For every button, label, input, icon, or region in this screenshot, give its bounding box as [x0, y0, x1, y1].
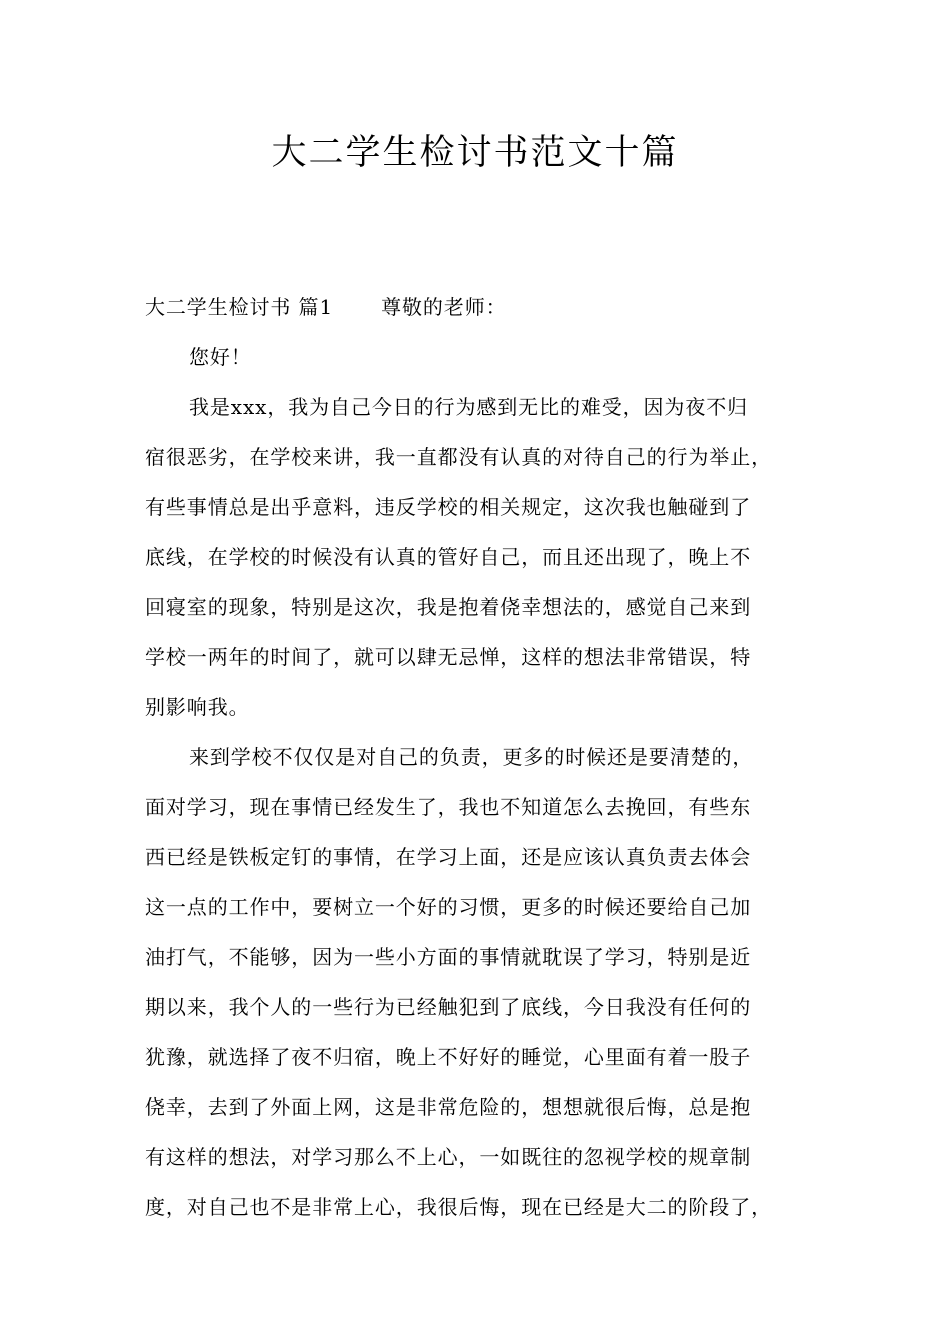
- paragraph-line: 这一点的工作中，要树立一个好的习惯，更多的时候还要给自己加: [145, 895, 752, 919]
- paragraph-line: 面对学习，现在事情已经发生了，我也不知道怎么去挽回，有些东: [145, 795, 752, 819]
- document-title: 大二学生检讨书范文十篇: [271, 133, 679, 173]
- greeting: 您好！: [189, 345, 252, 369]
- document-body: [145, 282, 825, 1232]
- paragraph-line: 度，对自己也不是非常上心，我很后悔，现在已经是大二的阶段了，: [145, 1195, 772, 1219]
- paragraph-1: [145, 382, 825, 732]
- paragraph-line: 别影响我。: [145, 695, 250, 719]
- paragraph-line: 来到学校不仅仅是对自己的负责，更多的时候还是要清楚的，: [189, 745, 754, 769]
- salutation: 尊敬的老师：: [381, 295, 507, 319]
- paragraph-2: [145, 732, 825, 1232]
- paragraph-line: 油打气，不能够，因为一些小方面的事情就耽误了学习，特别是近: [145, 945, 752, 969]
- section-heading: 大二学生检讨书 篇1: [145, 295, 334, 319]
- paragraph-line: 有些事情总是出乎意料，违反学校的相关规定，这次我也触碰到了: [145, 495, 752, 519]
- paragraph-line: 宿很恶劣，在学校来讲，我一直都没有认真的对待自己的行为举止，: [145, 445, 772, 469]
- paragraph-line: 底线，在学校的时候没有认真的管好自己，而且还出现了，晚上不: [145, 545, 752, 569]
- paragraph-line: 期以来，我个人的一些行为已经触犯到了底线，今日我没有任何的: [145, 995, 752, 1019]
- paragraph-line: 学校一两年的时间了，就可以肆无忌惮，这样的想法非常错误，特: [145, 645, 752, 669]
- paragraph-line: 侥幸，去到了外面上网，这是非常危险的，想想就很后悔，总是抱: [145, 1095, 752, 1119]
- paragraph-line: 我是xxx，我为自己今日的行为感到无比的难受，因为夜不归: [189, 395, 749, 419]
- section-heading-line: [145, 282, 825, 332]
- paragraph-line: 犹豫，就选择了夜不归宿，晚上不好好的睡觉，心里面有着一股子: [145, 1045, 752, 1069]
- paragraph-line: 回寝室的现象，特别是这次，我是抱着侥幸想法的，感觉自己来到: [145, 595, 752, 619]
- paragraph-line: 有这样的想法，对学习那么不上心，一如既往的忽视学校的规章制: [145, 1145, 752, 1169]
- paragraph-line: 西已经是铁板定钉的事情，在学习上面，还是应该认真负责去体会: [145, 845, 752, 869]
